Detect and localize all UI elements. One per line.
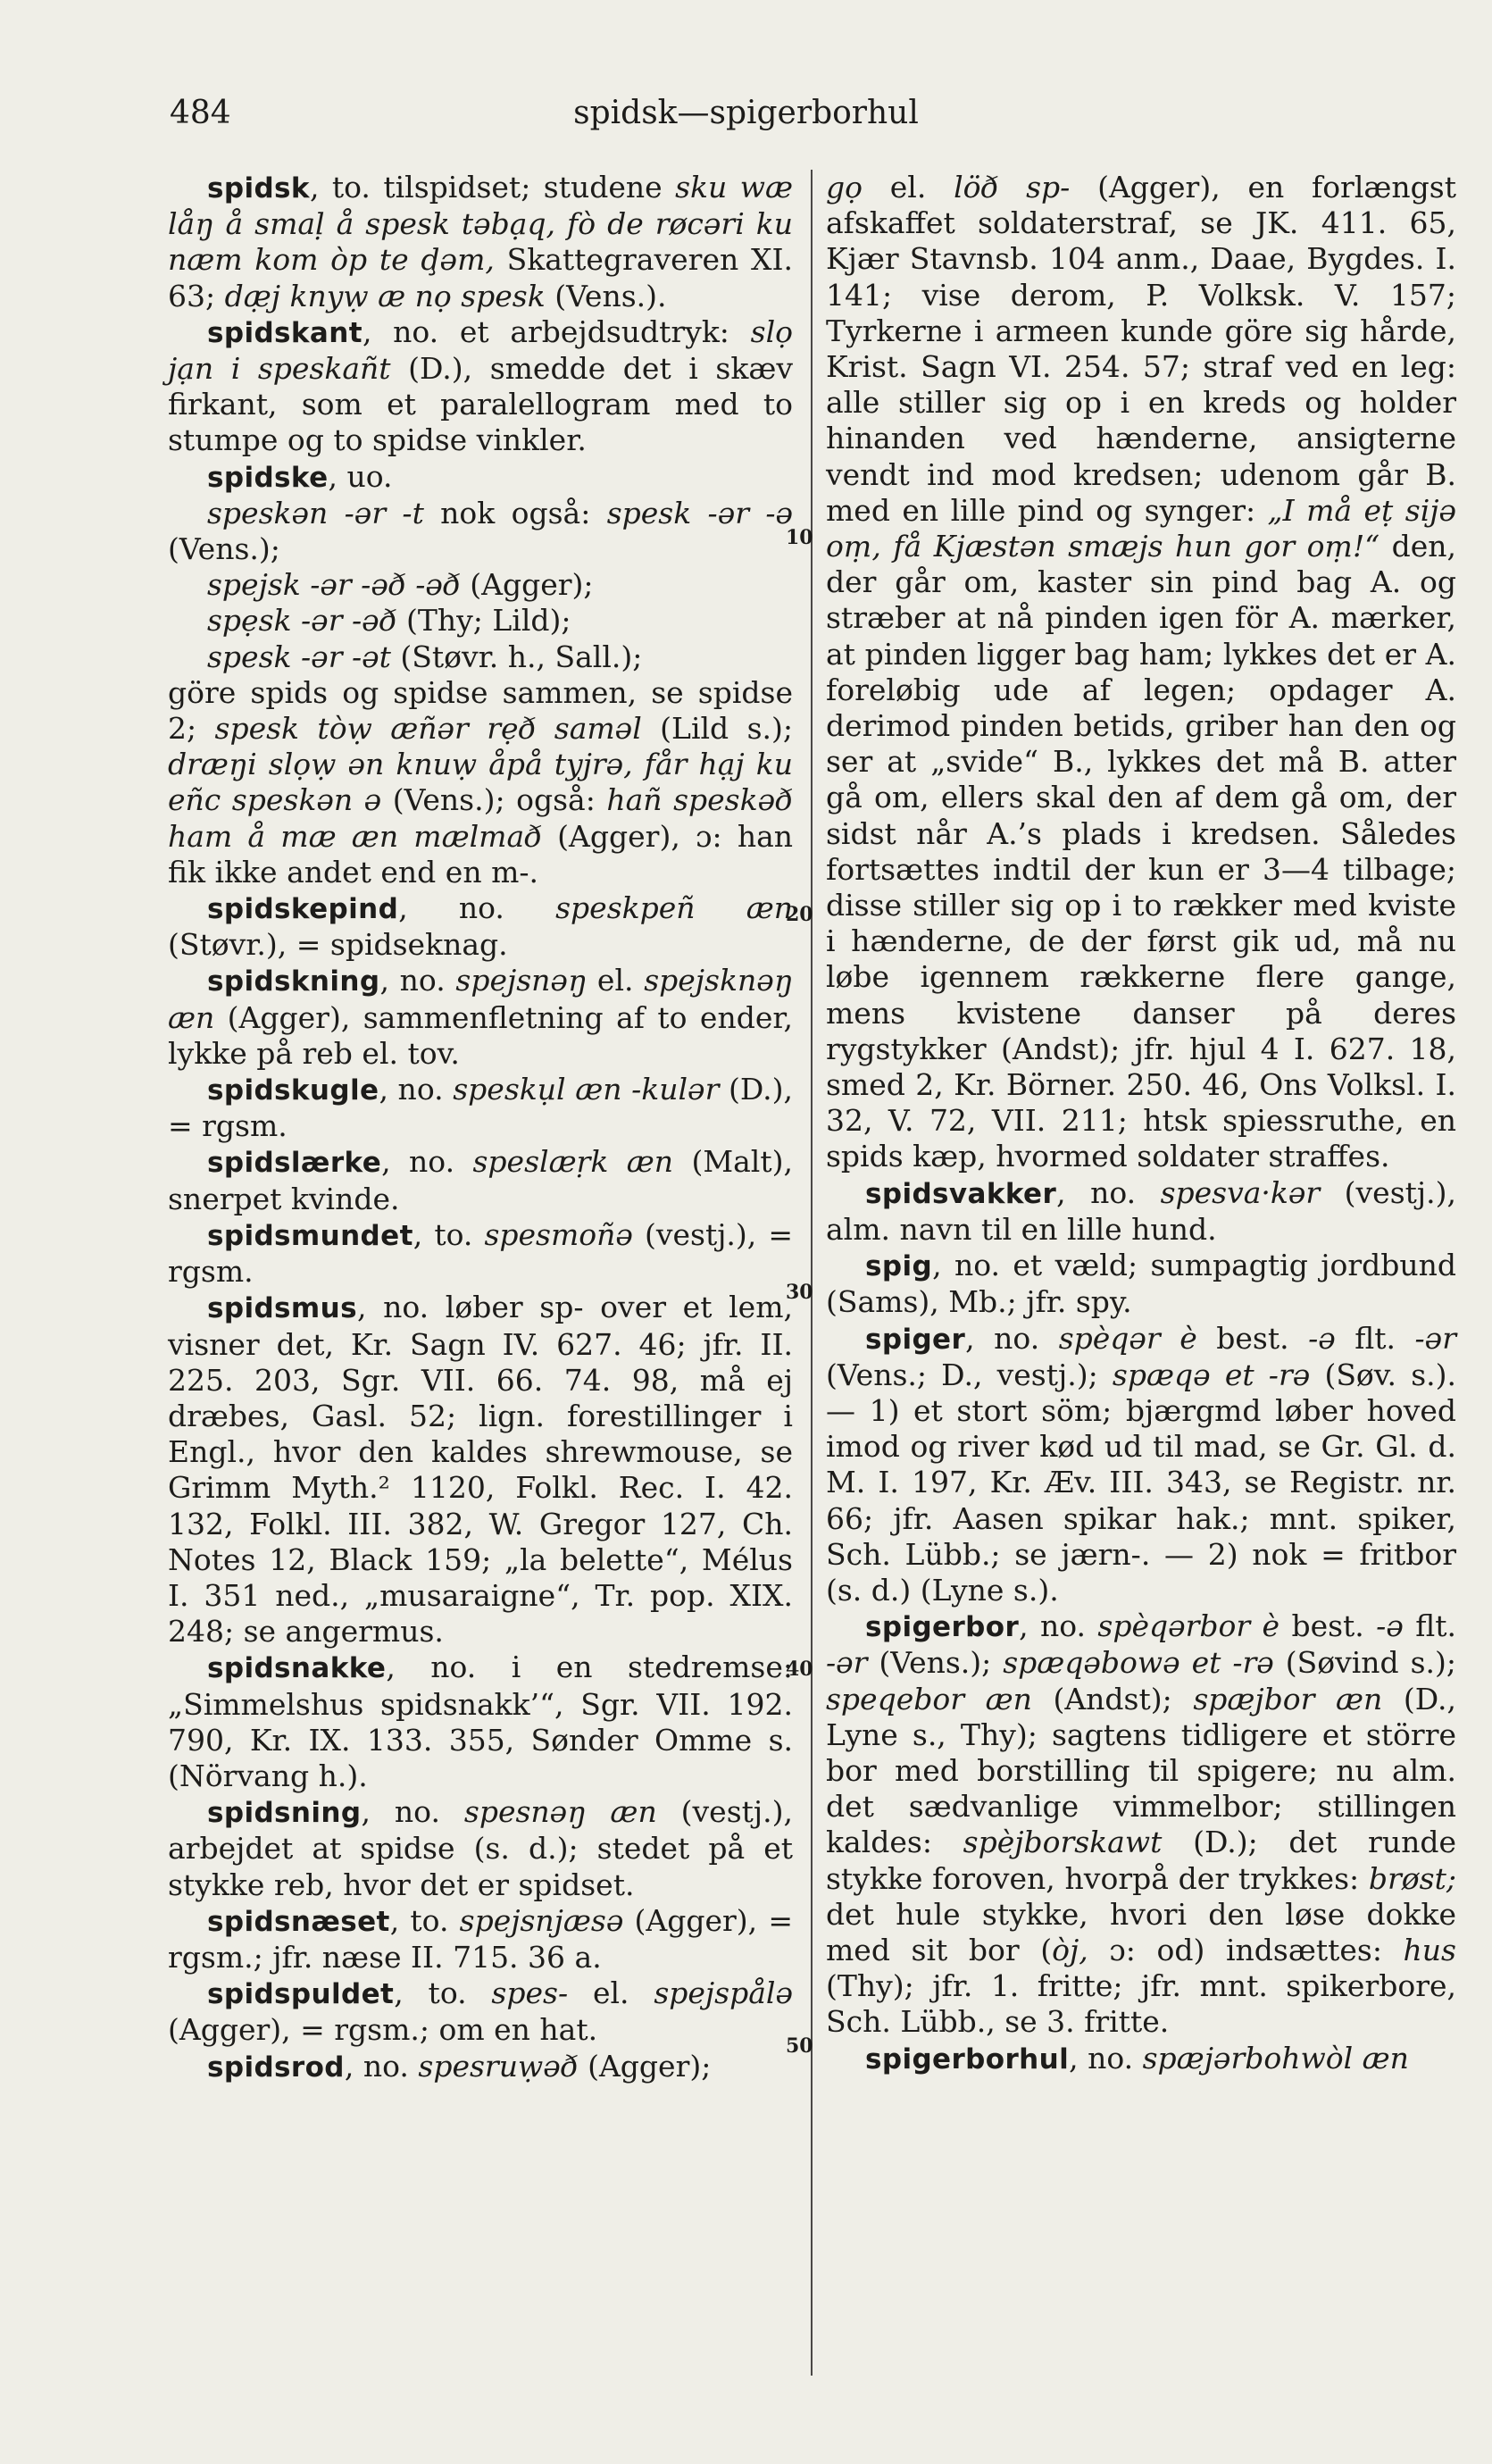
dictionary-entry bbox=[168, 567, 793, 603]
dictionary-entry bbox=[168, 170, 793, 314]
entry-text: , to. bbox=[413, 1216, 485, 1252]
line-number-50: 50 bbox=[786, 2034, 813, 2058]
entry-text: (Agger), ɔ: han fik ikke andet end en m-. bbox=[168, 818, 793, 890]
entry-text: (D.), smedde det i skæv firkant, som et paralellogram med to stumpe og to spidse vinkler. bbox=[168, 351, 793, 458]
dialect-form: hus bbox=[1403, 1932, 1456, 1967]
page-number: 484 bbox=[170, 95, 231, 131]
dialect-form: òj, bbox=[1052, 1932, 1088, 1967]
entry-text: (D., Lyne s., Thy); sagtens tidligere et större bor med borstilling til spigere; nu alm. det sædvanlige vimmelbor; stillingen kaldes: bbox=[826, 1681, 1456, 1860]
headword: spidskepind bbox=[207, 893, 399, 926]
dialect-form: sku wæ låŋ å smaḷ å spesk təbạq, fò de røcəri ku næm kom òp te ḑəm, bbox=[168, 170, 793, 278]
dialect-form: speskən -ər -t bbox=[207, 495, 424, 530]
entry-text: (Agger), = rgsm.; jfr. næse II. 715. 36 a. bbox=[168, 1902, 793, 1975]
headword: spigerborhul bbox=[865, 2042, 1070, 2076]
dictionary-entry bbox=[168, 459, 793, 496]
entry-text: el. bbox=[863, 170, 954, 205]
entry-text: (Vens.). bbox=[545, 278, 667, 313]
dialect-form: „I må eṭ sijə oṃ, få Kjæstən smæjs hun gor oṃ!“ bbox=[826, 492, 1457, 564]
entry-text: el. bbox=[568, 1975, 654, 2011]
entry-text: den, der går om, kaster sin pind bag A. og stræber at nå pinden igen för A. mærker, at pinden ligger bag ham; lykkes det er A. foreløbig ude af legen; opdager A. derimod pinden betids, griber han den og ser at „svide“ B., lykkes det må B. atter gå om, ellers skal den af dem gå om, der sidst når A.’s plads i kredsen. Således fortsættes indtil der kun er 3—4 tilbage; disse stiller sig op i to rækker med kviste i hænderne, de der først gik ud, må nu løbe igennem rækkerne flere gange, mens kvistene danser på deres rygstykker (Andst); jfr. hjul 4 I. 627. 18, smed 2, Kr. Börner. 250. 46, Ons Volksl. I. 32, V. 72, VII. 211; htsk spiessruthe, en spids kæp, hvormed soldater straffes. bbox=[826, 529, 1456, 1174]
entry-text: (Agger), sammenfletning af to ender, lykke på reb el. tov. bbox=[168, 999, 793, 1071]
entry-text: (Thy; Lild); bbox=[396, 603, 571, 639]
headword: spidsnakke bbox=[207, 1652, 387, 1685]
dialect-form: speqebor æn bbox=[826, 1681, 1032, 1716]
dialect-form: -ər bbox=[826, 1645, 868, 1681]
dialect-form: speslæṛk æn bbox=[472, 1144, 674, 1180]
headword: spidskning bbox=[207, 965, 380, 998]
dialect-form: speskụl æn -kulər bbox=[453, 1072, 720, 1107]
dialect-form: hañ speskəð ham å mæ æn mælmað bbox=[168, 782, 794, 854]
dialect-form: spẹsk -ər -əð bbox=[207, 603, 397, 639]
entry-text: (Støvr.), = spidseknag. bbox=[168, 927, 508, 963]
headword: spiger bbox=[865, 1323, 966, 1356]
entry-text: , no. bbox=[379, 1072, 454, 1107]
dictionary-entry bbox=[168, 963, 793, 1072]
dialect-form: spejsknəŋ æn bbox=[168, 963, 793, 1035]
entry-text: , no. løber sp- over et lem, visner det, Kr. Sagn IV. 627. 46; jfr. II. 225. 203, Sgr. VII. 66. 74. 98, må ej dræbes, Gasl. 52; lign. forestillinger i Engl., hvor den kaldes shrewmouse, se Grimm Myth.² 1120, Folkl. Rec. I. 42. 132, Folkl. III. 382, W. Gregor 127, Ch. Notes 12, Black 159; „la belette“, Mélus I. 351 ned., „musaraigne“, Tr. pop. XIX. 248; se angermus. bbox=[168, 1290, 793, 1650]
dialect-form: spæjbor æn bbox=[1193, 1681, 1383, 1716]
entry-text: (Vens.); også: bbox=[381, 782, 607, 818]
running-title: spidsk—spigerborhul bbox=[573, 95, 919, 131]
entry-text: det hule stykke, hvori den løse dokke med sit bor ( bbox=[826, 1896, 1456, 1967]
headword: spidskant bbox=[207, 316, 363, 349]
entry-text: , no. bbox=[1069, 2040, 1143, 2076]
entry-text: ɔ: od) indsættes: bbox=[1088, 1932, 1404, 1967]
dialect-form: spesnəŋ æn bbox=[463, 1794, 657, 1830]
entry-text: (Søv. s.). — 1) et stort söm; bjærgmd løber hoved imod og river kød ud til mad, se Gr. Gl. d. M. I. 197, Kr. Æv. III. 343, se Registr. nr. 66; jfr. Aasen spikar hak.; mnt. spiker, Sch. Lübb.; se jærn-. — 2) nok = fritbor (s. d.) (Lyne s.). bbox=[826, 1357, 1456, 1608]
dictionary-entry bbox=[168, 1650, 793, 1794]
entry-text: (Agger), en forlængst afskaffet soldaterstraf, se JK. 411. 65, Kjær Stavnsb. 104 anm., Daae, Bygdes. I. 141; vise derom, P. Volksk. V. 157; Tyrkerne i armeen kunde göre sig hårde, Krist. Sagn VI. 254. 57; straf ved en leg: alle stiller sig op i en kreds og holder hinanden ved hænderne, ansigterne vendt ind mod kredsen; udenom går B. med en lille pind og synger: bbox=[826, 170, 1456, 528]
entry-text: , to. bbox=[394, 1975, 492, 2011]
line-number-30: 30 bbox=[786, 1281, 813, 1304]
dictionary-entry bbox=[168, 1975, 793, 2048]
dictionary-entry bbox=[826, 1248, 1456, 1320]
entry-text: (Vens.); bbox=[168, 531, 280, 567]
headword: spidsnæset bbox=[207, 1905, 390, 1938]
dialect-form: spesk -ər -ət bbox=[207, 639, 391, 674]
headword: spigerbor bbox=[865, 1611, 1020, 1644]
dictionary-entry bbox=[168, 314, 793, 459]
dialect-form: spejspålə bbox=[654, 1975, 793, 2011]
dialect-form: spejsk -ər -əð -əð bbox=[207, 567, 461, 603]
dialect-form: spejsnjæsə bbox=[459, 1902, 624, 1938]
entry-text: , no. bbox=[965, 1320, 1059, 1356]
entry-text: , no. bbox=[344, 2048, 419, 2084]
dictionary-entry bbox=[168, 890, 793, 963]
dictionary-entry bbox=[168, 1144, 793, 1216]
entry-text: (Thy); jfr. 1. fritte; jfr. mnt. spikerbore, Sch. Lübb., se 3. fritte. bbox=[826, 1968, 1456, 2040]
entry-text: flt. bbox=[1335, 1320, 1415, 1356]
headword: spidsrod bbox=[207, 2051, 345, 2084]
headword: spig bbox=[865, 1250, 933, 1283]
dialect-form: -ə bbox=[1308, 1320, 1336, 1356]
dictionary-entry bbox=[168, 1290, 793, 1650]
column-divider bbox=[811, 170, 813, 2376]
entry-text: nok også: bbox=[423, 495, 607, 530]
dialect-form: spèjborskawt bbox=[963, 1825, 1163, 1860]
entry-text: (Agger), = rgsm.; om en hat. bbox=[168, 2012, 598, 2048]
entry-text: (Søvind s.); bbox=[1273, 1645, 1457, 1681]
line-number-10: 10 bbox=[786, 526, 813, 549]
dictionary-entry bbox=[168, 603, 793, 639]
dialect-form: spæjərbohwòl æn bbox=[1142, 2040, 1409, 2076]
entry-text: göre spids og spidse sammen, se spidse 2; bbox=[168, 674, 793, 747]
entry-text: , uo. bbox=[328, 458, 393, 494]
entry-text: , no. et arbejdsudtryk: bbox=[362, 313, 751, 349]
entry-text: best. bbox=[1196, 1320, 1309, 1356]
line-number-40: 40 bbox=[786, 1658, 813, 1681]
entry-text: (vestj.), arbejdet at spidse (s. d.); stedet på et stykke reb, hvor det er spidset. bbox=[168, 1794, 793, 1902]
entry-text: , no. bbox=[379, 963, 456, 998]
dictionary-entry bbox=[168, 1217, 793, 1290]
dialect-form: -ə bbox=[1376, 1608, 1404, 1644]
dialect-form: spesruẉəð bbox=[418, 2048, 579, 2084]
dialect-form: spèqər è bbox=[1058, 1320, 1197, 1356]
entry-text: (vestj.), = rgsm. bbox=[168, 1216, 793, 1290]
dictionary-entry bbox=[168, 1903, 793, 1975]
entry-text: flt. bbox=[1403, 1608, 1456, 1644]
dialect-form: brøst; bbox=[1368, 1860, 1456, 1896]
entry-continuation bbox=[826, 170, 1456, 1175]
dictionary-entry bbox=[168, 496, 793, 567]
entry-text: , no. i en stedremse: „Simmelshus spidsnakk’“, Sgr. VII. 192. 790, Kr. IX. 133. 355, Sønder Omme s. (Nörvang h.). bbox=[168, 1650, 793, 1793]
entry-text: (vestj.), alm. navn til en lille hund. bbox=[826, 1174, 1456, 1247]
entry-text: (D.); det runde stykke foroven, hvorpå der trykkes: bbox=[826, 1825, 1456, 1896]
running-head bbox=[0, 89, 1492, 143]
entry-text: (Andst); bbox=[1031, 1681, 1194, 1716]
dialect-form: -ər bbox=[1414, 1320, 1456, 1356]
entry-text: (Vens.); bbox=[867, 1645, 1004, 1681]
headword: spidskugle bbox=[207, 1074, 379, 1107]
headword: spidsmus bbox=[207, 1292, 357, 1325]
dialect-form: dræŋi slọẉ ən knuẉ åpå tyjrə, får hạj ku eñc speskən ə bbox=[168, 747, 793, 818]
entry-text: (D.), = rgsm. bbox=[168, 1072, 794, 1144]
entry-text: , no. bbox=[1056, 1174, 1161, 1210]
entry-text: , no. bbox=[381, 1144, 473, 1180]
dialect-form: spesk tòẉ æñər rẹð saməl bbox=[214, 711, 642, 747]
entry-text: (Støvr. h., Sall.); bbox=[390, 639, 643, 674]
entry-text: , no. bbox=[398, 890, 556, 926]
entry-text: , no. bbox=[1019, 1608, 1098, 1644]
headword: spidslærke bbox=[207, 1147, 382, 1180]
entry-text: , to. bbox=[389, 1902, 460, 1938]
dictionary-entry bbox=[168, 1794, 793, 1903]
dialect-form: spæqə et -rə bbox=[1112, 1357, 1311, 1392]
left-column bbox=[168, 170, 793, 2085]
dialect-form: gọ bbox=[826, 170, 863, 205]
dialect-form: spejsnəŋ bbox=[455, 963, 588, 998]
entry-continuation bbox=[168, 675, 793, 890]
dialect-form: spæqəbowə et -rə bbox=[1003, 1645, 1274, 1681]
dictionary-entry bbox=[826, 1321, 1456, 1609]
dialect-form: spèqərbor è bbox=[1097, 1608, 1280, 1644]
entry-text: , no. et væld; sumpagtig jordbund (Sams), Mb.; jfr. spy. bbox=[826, 1248, 1456, 1320]
entry-text: , no. bbox=[361, 1794, 464, 1830]
dialect-form: dæ̣j knyẉ æ nọ spesk bbox=[224, 278, 546, 313]
entry-text: best. bbox=[1279, 1608, 1377, 1644]
entry-text: (Vens.; D., vestj.); bbox=[826, 1357, 1113, 1392]
dictionary-entry bbox=[826, 1608, 1456, 2040]
entry-text: (Agger); bbox=[578, 2048, 712, 2084]
dictionary-entry bbox=[168, 1072, 793, 1144]
headword: spidsning bbox=[207, 1797, 362, 1830]
right-column bbox=[826, 170, 1456, 2077]
dictionary-entry bbox=[826, 2041, 1456, 2077]
dialect-form: speskpeñ æn bbox=[555, 890, 793, 926]
headword: spidske bbox=[207, 461, 329, 494]
dialect-form: löð sp- bbox=[954, 170, 1071, 205]
dialect-form: spes- bbox=[491, 1975, 569, 2011]
entry-text: (Malt), snerpet kvinde. bbox=[168, 1144, 793, 1216]
dictionary-entry bbox=[168, 2049, 793, 2085]
dialect-form: spesva·kər bbox=[1160, 1174, 1321, 1210]
dialect-form: spesmoñə bbox=[484, 1216, 633, 1252]
dialect-form: slọ jạn i speskañt bbox=[168, 313, 793, 387]
dictionary-entry bbox=[826, 1175, 1456, 1248]
headword: spidsmundet bbox=[207, 1219, 413, 1252]
headword: spidspuldet bbox=[207, 1978, 395, 2011]
entry-text: Skattegraveren XI. 63; bbox=[168, 242, 793, 313]
entry-text: (Lild s.); bbox=[641, 711, 793, 747]
entry-text: el. bbox=[587, 963, 645, 998]
line-number-20: 20 bbox=[786, 903, 813, 926]
entry-text: , to. tilspidset; studene bbox=[309, 170, 676, 205]
dictionary-entry bbox=[168, 639, 793, 675]
headword: spidsvakker bbox=[865, 1177, 1057, 1210]
dialect-form: spesk -ər -ə bbox=[606, 495, 794, 530]
headword: spidsk bbox=[207, 172, 310, 205]
entry-text: (Agger); bbox=[460, 567, 594, 603]
